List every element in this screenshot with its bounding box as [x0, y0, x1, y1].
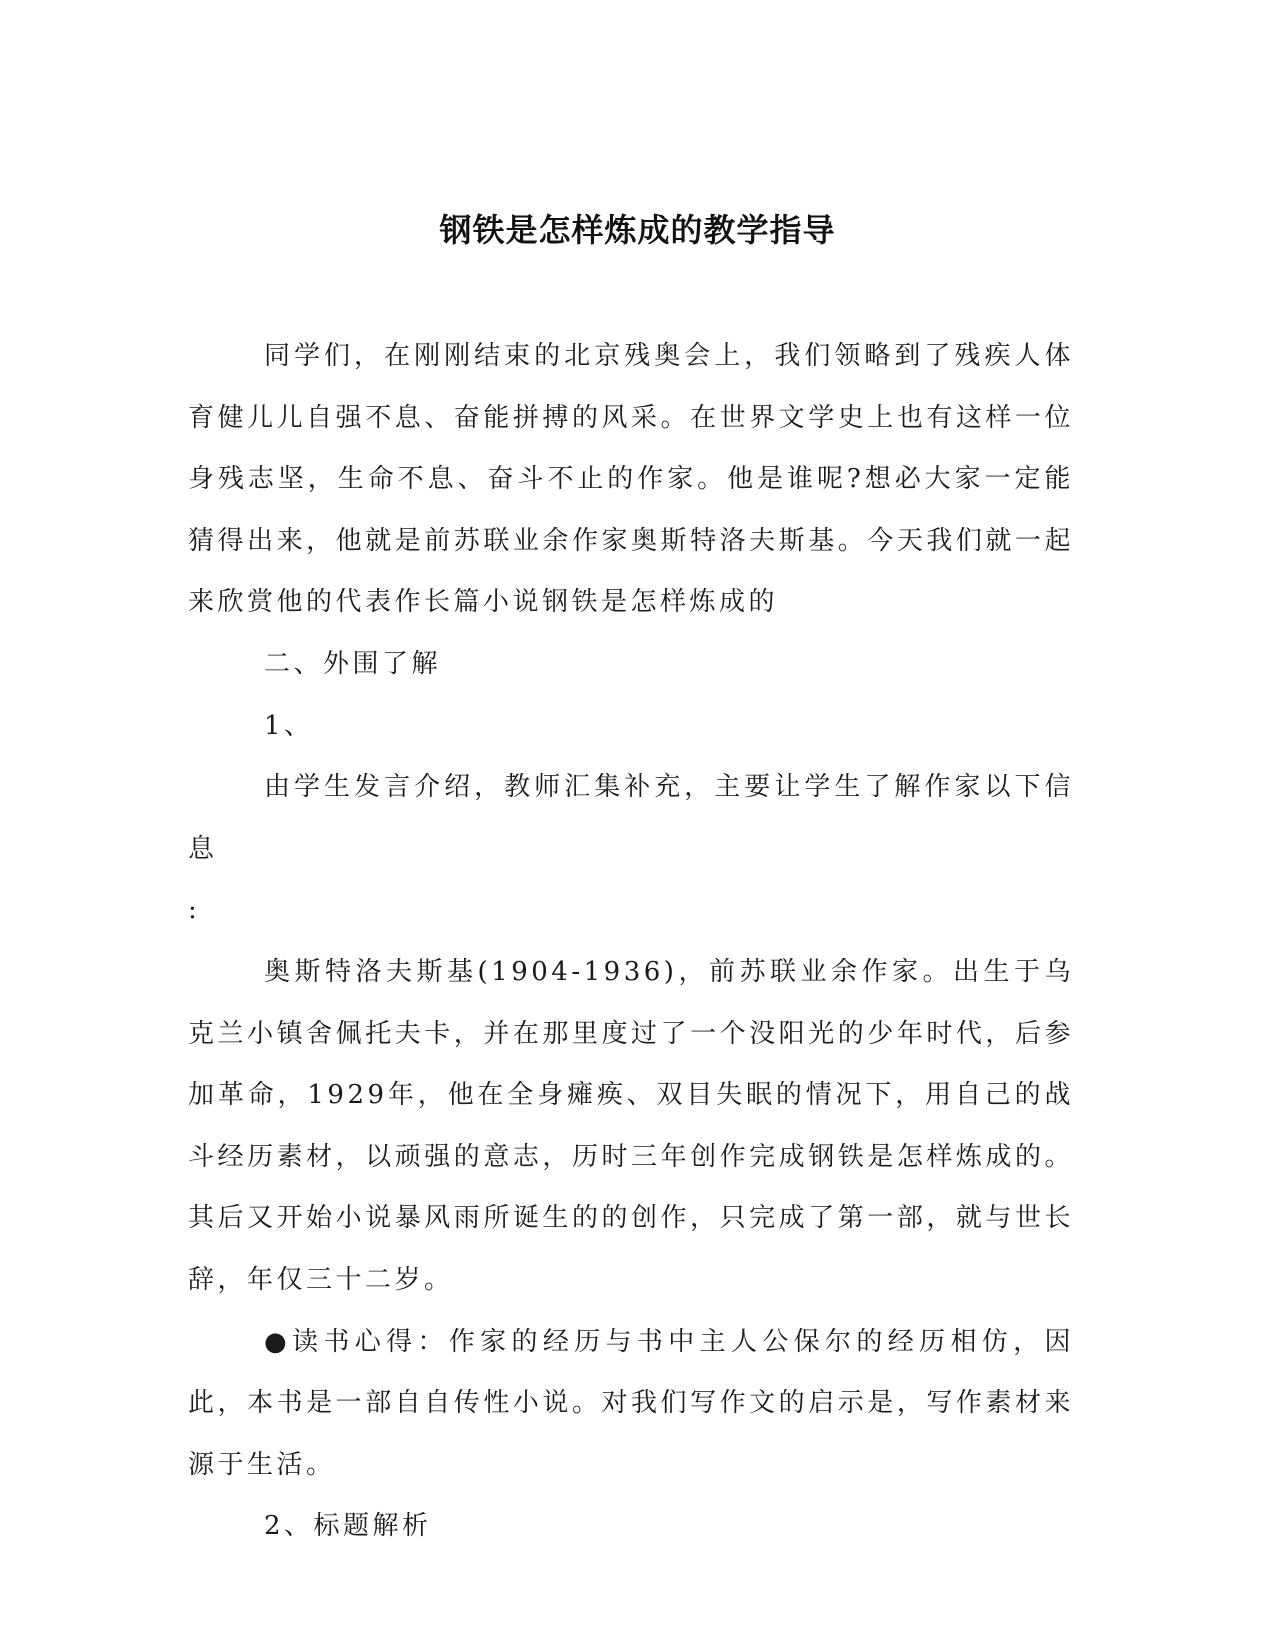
section-heading-title-analysis: 2、标题解析: [264, 1511, 432, 1542]
section-heading-background: 二、外围了解: [264, 648, 442, 679]
paragraph-intro: 同学们，在刚刚结束的北京残奥会上，我们领略到了残疾人体育健儿儿自强不息、奋能拼搏的风采。在世界文学史上也有这样一位身残志坚，生命不息、奋斗不止的作家。他是谁呢?想必大家一定能猜得出来，他就是前苏联业余作家奥斯特洛夫斯基。今天我们就一起来欣赏他的代表作长篇小说钢铁是怎样炼成的: [188, 341, 1074, 618]
paragraph-colon: :: [188, 895, 201, 926]
list-number-1: 1、: [264, 710, 314, 741]
paragraph-instruction: 由学生发言介绍，教师汇集补充，主要让学生了解作家以下信息: [188, 772, 1074, 864]
paragraph-reading-notes: ●读书心得：作家的经历与书中主人公保尔的经历相仿，因此，本书是一部自自传性小说。对我们写作文的启示是，写作素材来源于生活。: [188, 1326, 1074, 1480]
paragraph-author-bio: 奥斯特洛夫斯基(1904-1936)，前苏联业余作家。出生于乌克兰小镇舍佩托夫卡，并在那里度过了一个没阳光的少年时代，后参加革命，1929年，他在全身瘫痪、双目失眠的情况下，用自己的战斗经历素材，以顽强的意志，历时三年创作完成钢铁是怎样炼成的。其后又开始小说暴风雨所诞生的的创作，只完成了第一部，就与世长辞，年仅三十二岁。: [188, 956, 1074, 1295]
document-title: 钢铁是怎样炼成的教学指导: [439, 211, 836, 249]
document-body: [188, 326, 1074, 1558]
